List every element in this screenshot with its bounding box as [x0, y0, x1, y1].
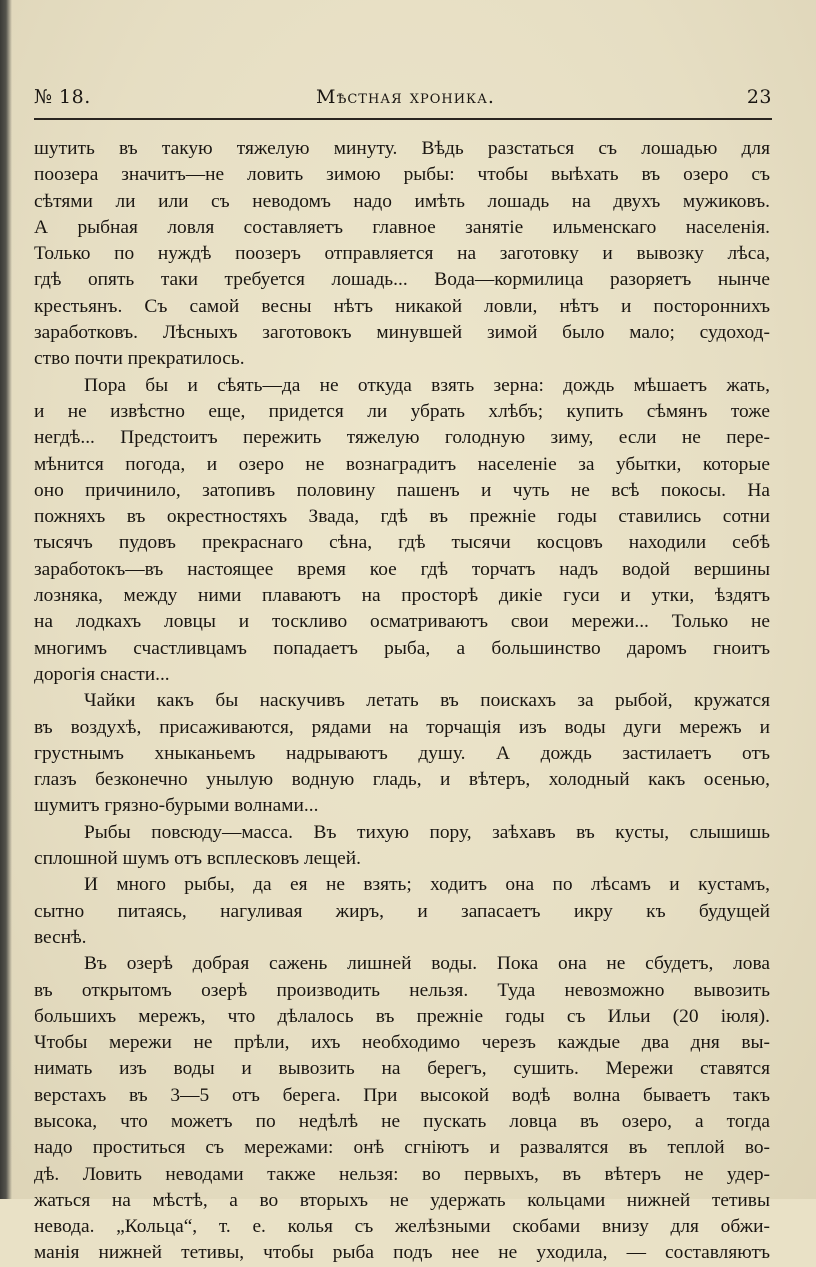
- text-line: высока, что можетъ по недѣлѣ не пускать ловца въ озеро, а тогда: [34, 1110, 770, 1132]
- article-body: [34, 136, 770, 1267]
- text-line: на лодкахъ ловцы и тоскливо осматриваютъ свои мережи... Только не: [34, 611, 770, 633]
- text-line: дѣ. Ловить неводами также нельзя: во первыхъ, въ вѣтеръ не удер-: [34, 1163, 770, 1185]
- text-line: веснѣ.: [34, 926, 87, 948]
- text-line: гдѣ опять таки требуется лошадь... Вода—кормилица разоряетъ нынче: [34, 269, 770, 291]
- text-line: шумитъ грязно-бурыми волнами...: [34, 795, 319, 817]
- text-line: въ воздухѣ, присаживаются, рядами на торчащія изъ воды дуги мережъ и: [34, 716, 770, 738]
- text-line: Рыбы повсюду—масса. Въ тихую пору, заѣхавъ въ кусты, слышишь: [84, 821, 770, 843]
- text-line: невода. „Кольца“, т. е. колья съ желѣзными скобами внизу для обжи-: [34, 1216, 770, 1238]
- text-line: большихъ мережъ, что дѣлалось въ прежніе годы съ Ильи (20 іюля).: [34, 1005, 770, 1027]
- text-line: сѣтями ли или съ неводомъ надо имѣть лошадь на двухъ мужиковъ.: [34, 190, 770, 212]
- text-line: оно причинило, затопивъ половину пашенъ и чуть не всѣ покосы. На: [34, 479, 770, 501]
- text-line: ство почти прекратилось.: [34, 348, 245, 370]
- text-line: поозера значитъ—не ловить зимою рыбы: чтобы выѣхать въ озеро съ: [34, 164, 770, 186]
- text-line: грустнымъ хныканьемъ надрываютъ душу. А дождь застилаетъ отъ: [34, 742, 770, 764]
- text-line: сытно питаясь, нагуливая жиръ, и запасаетъ икру къ будущей: [34, 900, 770, 922]
- text-line: заработковъ. Лѣсныхъ заготовокъ минувшей зимой было мало; судоход-: [34, 322, 770, 344]
- text-line: крестьянъ. Съ самой весны нѣтъ никакой ловли, нѣтъ и постороннихъ: [34, 295, 770, 317]
- issue-number: № 18.: [34, 86, 91, 108]
- text-line: тысячъ пудовъ прекраснаго сѣна, гдѣ тысячи косцовъ находили себѣ: [34, 532, 770, 554]
- text-line: глазъ безконечно унылую водную гладь, и вѣтеръ, холодный какъ осенью,: [34, 769, 770, 791]
- text-line: заработокъ—въ настоящее время кое гдѣ торчатъ надъ водой вершины: [34, 558, 770, 580]
- text-line: дорогія снасти...: [34, 663, 170, 685]
- header-rule: [34, 118, 772, 120]
- text-line: Чайки какъ бы наскучивъ летать въ поискахъ за рыбой, кружатся: [84, 690, 770, 712]
- text-line: А рыбная ловля составляетъ главное занятіе ильменскаго населенія.: [34, 216, 770, 238]
- text-line: надо проститься съ мережами: онѣ сгніютъ и развалятся въ теплой во-: [34, 1137, 770, 1159]
- text-line: Пора бы и сѣять—да не откуда взять зерна: дождь мѣшаетъ жать,: [84, 374, 770, 396]
- text-line: негдѣ... Предстоитъ пережить тяжелую голодную зиму, если не пере-: [34, 427, 770, 449]
- running-header: [34, 86, 772, 116]
- text-line: лозняка, между ними плаваютъ на просторѣ дикіе гуси и утки, ѣздятъ: [34, 585, 770, 607]
- text-line: шутить въ такую тяжелую минуту. Вѣдь разстаться съ лошадью для: [34, 138, 770, 159]
- text-line: мѣнится погода, и озеро не вознаградитъ населеніе за убытки, которые: [34, 453, 770, 475]
- text-line: въ открытомъ озерѣ производить нельзя. Туда невозможно вывозить: [34, 979, 770, 1001]
- text-line: жаться на мѣстѣ, а во вторыхъ не удержать кольцами нижней тетивы: [34, 1189, 770, 1211]
- text-line: многимъ счастливцамъ попадаетъ рыба, а большинство даромъ гноитъ: [34, 637, 770, 659]
- text-line: И много рыбы, да ея не взять; ходитъ она по лѣсамъ и кустамъ,: [84, 874, 770, 896]
- page-number: 23: [746, 86, 772, 108]
- text-line: Только по нуждѣ поозеръ отправляется на заготовку и вывозку лѣса,: [34, 243, 770, 265]
- text-line: верстахъ въ 3—5 отъ берега. При высокой водѣ волна бываетъ такъ: [34, 1084, 770, 1106]
- text-line: сплошной шумъ отъ всплесковъ лещей.: [34, 848, 362, 870]
- text-line: пожняхъ въ окрестностяхъ Звада, гдѣ въ прежніе годы ставились сотни: [34, 506, 770, 528]
- text-line: манія нижней тетивы, чтобы рыба подъ нее не уходила, — составляютъ: [34, 1242, 770, 1264]
- text-line: и не извѣстно еще, придется ли убрать хлѣбъ; купить сѣмянъ тоже: [34, 400, 770, 422]
- text-line: Чтобы мережи не прѣли, ихъ необходимо черезъ каждые два дня вы-: [34, 1032, 770, 1054]
- section-title: Мѣстная хроника.: [316, 86, 495, 108]
- page-binding-edge: [0, 0, 12, 1199]
- text-line: Въ озерѣ добрая сажень лишней воды. Пока она не сбудетъ, лова: [84, 953, 770, 975]
- text-line: нимать изъ воды и вывозить на берегъ, сушить. Мережи ставятся: [34, 1058, 770, 1080]
